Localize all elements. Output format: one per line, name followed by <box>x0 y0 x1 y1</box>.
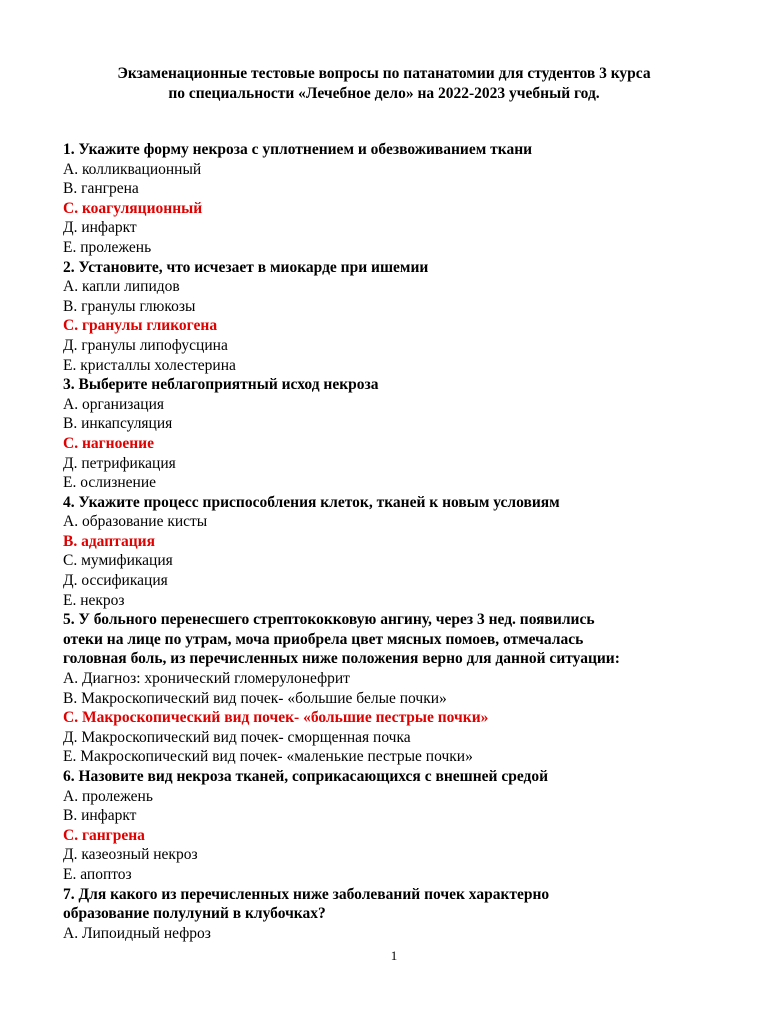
question-text: 5. У больного перенесшего стрептококковую ангину, через 3 нед. появились <box>63 611 595 629</box>
answer-option: Д. гранулы липофусцина <box>63 336 228 354</box>
question-text: 2. Установите, что исчезает в миокарде при ишемии <box>63 258 429 276</box>
correct-answer-option: В. адаптация <box>63 532 155 550</box>
correct-answer-option: С. нагноение <box>63 434 154 452</box>
answer-option: В. Макроскопический вид почек- «большие белые почки» <box>63 689 447 707</box>
answer-option: В. инфаркт <box>63 807 137 825</box>
question-block <box>63 493 743 611</box>
correct-answer-option: С. Макроскопический вид почек- «большие пестрые почки» <box>63 709 489 727</box>
answer-option: А. организация <box>63 395 164 413</box>
answer-option: Е. Макроскопический вид почек- «маленькие пестрые почки» <box>63 748 473 766</box>
question-block <box>63 140 743 258</box>
question-text: 6. Назовите вид некроза тканей, соприкасающихся с внешней средой <box>63 768 549 785</box>
question-text: 1. Укажите форму некроза с уплотнением и обезвоживанием ткани <box>63 141 533 158</box>
answer-option: А. капли липидов <box>63 278 180 296</box>
question-block <box>63 258 743 376</box>
question-block <box>63 885 743 944</box>
answer-option: Е. апоптоз <box>63 865 132 883</box>
answer-option: Д. петрификация <box>63 454 176 472</box>
answer-option: В. гангрена <box>63 180 139 198</box>
answer-option: А. образование кисты <box>63 513 208 531</box>
answer-option: А. пролежень <box>63 787 153 805</box>
question-block <box>63 767 743 885</box>
correct-answer-option: С. коагуляционный <box>63 199 203 217</box>
page-number: 1 <box>390 948 398 963</box>
answer-option: А. Диагноз: хронический гломерулонефрит <box>63 670 350 688</box>
answer-option: В. инкапсуляция <box>63 415 173 433</box>
page-title <box>40 64 728 104</box>
question-text: головная боль, из перечисленных ниже положения верно для данной ситуации: <box>63 650 620 668</box>
question-text: отеки на лице по утрам, моча приобрела цвет мясных помоев, отмечалась <box>63 630 584 648</box>
answer-option: В. гранулы глюкозы <box>63 297 196 315</box>
answer-option: Е. ослизнение <box>63 474 157 492</box>
question-text: 7. Для какого из перечисленных ниже заболеваний почек характерно <box>63 885 550 903</box>
answer-option: А. колликвационный <box>63 160 202 178</box>
questions-list <box>63 140 743 943</box>
correct-answer-option: С. гангрена <box>63 826 145 844</box>
answer-option: С. мумификация <box>63 552 173 570</box>
answer-option: Д. Макроскопический вид почек- сморщенная почка <box>63 728 411 746</box>
question-text: 3. Выберите неблагоприятный исход некроза <box>63 376 379 394</box>
answer-option: Д. инфаркт <box>63 219 137 237</box>
question-block <box>63 375 743 493</box>
answer-option: А. Липоидный нефроз <box>63 924 211 942</box>
question-text: 4. Укажите процесс приспособления клеток, тканей к новым условиям <box>63 493 560 511</box>
question-block <box>63 610 743 767</box>
answer-option: Д. оссификация <box>63 572 168 590</box>
answer-option: Е. пролежень <box>63 238 152 256</box>
answer-option: Е. кристаллы холестерина <box>63 356 236 374</box>
title-line-1: Экзаменационные тестовые вопросы по патанатомии для студентов 3 курса <box>117 65 651 82</box>
title-line-2: по специальности «Лечебное дело» на 2022-2023 учебный год. <box>168 85 600 102</box>
correct-answer-option: С. гранулы гликогена <box>63 317 218 335</box>
answer-option: Е. некроз <box>63 591 125 609</box>
answer-option: Д. казеозный некроз <box>63 846 198 864</box>
question-text: образование полулуний в клубочках? <box>63 905 326 923</box>
